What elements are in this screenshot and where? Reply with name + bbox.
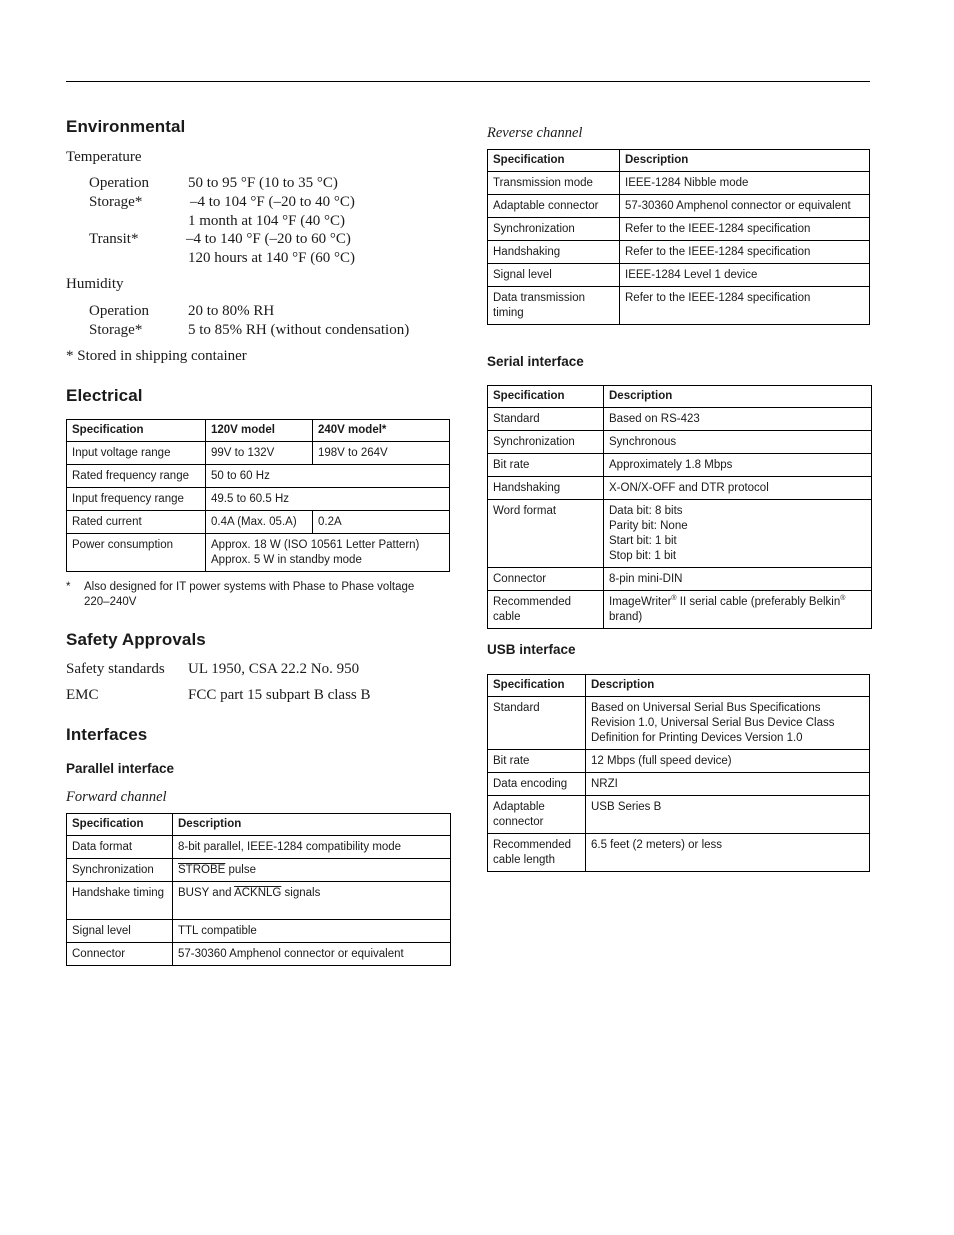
temp-row-label: Transit* (89, 231, 139, 247)
table-row (488, 591, 872, 629)
table-cell: Refer to the IEEE-1284 specification (620, 287, 870, 325)
table-cell: Input voltage range (67, 442, 206, 465)
table-cell: 0.2A (313, 511, 450, 534)
cell-line: Start bit: 1 bit (609, 535, 677, 547)
electrical-note-marker: * (66, 581, 71, 593)
table-header-row (488, 386, 872, 408)
table-row (67, 534, 450, 572)
table-cell: Synchronization (488, 431, 604, 454)
safety-row-label: EMC (66, 687, 99, 703)
temp-row-value: –4 to 104 °F (–20 to 40 °C) (190, 194, 355, 210)
table-cell (604, 500, 872, 568)
table-cell: 99V to 132V (206, 442, 313, 465)
table-cell: Signal level (67, 920, 173, 943)
temp-row-value: 50 to 95 °F (10 to 35 °C) (188, 175, 338, 191)
temp-row-value: 1 month at 104 °F (40 °C) (188, 213, 345, 229)
cell-line: Parity bit: None (609, 520, 688, 532)
column-header: Specification (67, 420, 206, 442)
temp-row-value: –4 to 140 °F (–20 to 60 °C) (186, 231, 351, 247)
temp-row-value: 120 hours at 140 °F (60 °C) (188, 250, 355, 266)
table-row (488, 568, 872, 591)
table-header-row (67, 420, 450, 442)
table-cell: 57-30360 Amphenol connector or equivalent (620, 195, 870, 218)
table-row (488, 796, 870, 834)
column-header: Specification (488, 150, 620, 172)
table-row (488, 773, 870, 796)
temperature-label: Temperature (66, 149, 142, 165)
table-row (488, 477, 872, 500)
column-header: 240V model* (313, 420, 450, 442)
table-row (488, 834, 870, 872)
table-header-row (488, 675, 870, 697)
cell-text: signals (281, 887, 321, 899)
table-cell: Connector (488, 568, 604, 591)
cell-text: ImageWriter (609, 596, 672, 608)
table-cell: Handshaking (488, 241, 620, 264)
cell-line: Stop bit: 1 bit (609, 550, 677, 562)
table-row (488, 241, 870, 264)
table-cell: Connector (67, 943, 173, 966)
table-cell: 0.4A (Max. 05.A) (206, 511, 313, 534)
table-row (67, 859, 451, 882)
table-cell: Refer to the IEEE-1284 specification (620, 241, 870, 264)
electrical-table (66, 419, 450, 572)
table-cell: TTL compatible (173, 920, 451, 943)
column-header: 120V model (206, 420, 313, 442)
table-row (488, 264, 870, 287)
table-row (67, 511, 450, 534)
table-cell: Data format (67, 836, 173, 859)
table-cell: Standard (488, 697, 586, 750)
usb-interface-table (487, 674, 870, 872)
table-row (67, 836, 451, 859)
table-cell (173, 859, 451, 882)
cell-text: II serial cable (preferably Belkin (676, 596, 841, 608)
table-cell: Data encoding (488, 773, 586, 796)
table-cell: 50 to 60 Hz (206, 465, 450, 488)
table-cell: Power consumption (67, 534, 206, 572)
humidity-row-label: Storage* (89, 322, 143, 338)
table-cell: Adaptable connector (488, 796, 586, 834)
table-cell: Data transmission timing (488, 287, 620, 325)
table-row (488, 195, 870, 218)
table-cell: Based on Universal Serial Bus Specifications Revision 1.0, Universal Serial Bus Device Class Definition for Printing Devices Version 1.0 (586, 697, 870, 750)
acknlg-signal: ACKNLG (234, 887, 282, 899)
table-cell: Recommended cable (488, 591, 604, 629)
cell-line: Approx. 5 W in standby mode (211, 554, 362, 566)
column-header: Description (620, 150, 870, 172)
safety-heading: Safety Approvals (66, 630, 206, 649)
table-row (488, 287, 870, 325)
column-header: Specification (488, 386, 604, 408)
cell-line: Approx. 18 W (ISO 10561 Letter Pattern) (211, 539, 420, 551)
table-header-row (488, 150, 870, 172)
temp-row-label: Storage* (89, 194, 143, 210)
table-cell: NRZI (586, 773, 870, 796)
humidity-row-label: Operation (89, 303, 149, 319)
safety-row-label: Safety standards (66, 661, 165, 677)
table-cell: Based on RS-423 (604, 408, 872, 431)
table-cell: Refer to the IEEE-1284 specification (620, 218, 870, 241)
table-cell: 49.5 to 60.5 Hz (206, 488, 450, 511)
table-cell: 198V to 264V (313, 442, 450, 465)
electrical-note: Also designed for IT power systems with Phase to Phase voltage 220–240V (84, 581, 415, 608)
table-cell: Handshake timing (67, 882, 173, 920)
table-cell: Standard (488, 408, 604, 431)
table-cell: Bit rate (488, 454, 604, 477)
table-row (67, 465, 450, 488)
table-cell: Transmission mode (488, 172, 620, 195)
table-cell: Adaptable connector (488, 195, 620, 218)
column-header: Description (586, 675, 870, 697)
table-cell: 57-30360 Amphenol connector or equivalent (173, 943, 451, 966)
cell-text: pulse (225, 864, 256, 876)
table-row (67, 882, 451, 920)
table-cell: 8-pin mini-DIN (604, 568, 872, 591)
table-cell (206, 534, 450, 572)
strobe-signal: STROBE (178, 864, 226, 876)
table-row (488, 172, 870, 195)
table-cell: 8-bit parallel, IEEE-1284 compatibility mode (173, 836, 451, 859)
humidity-row-value: 20 to 80% RH (188, 303, 275, 319)
table-header-row (67, 814, 451, 836)
table-cell: X-ON/X-OFF and DTR protocol (604, 477, 872, 500)
table-row (67, 442, 450, 465)
table-row (488, 454, 872, 477)
table-cell: Rated current (67, 511, 206, 534)
table-cell (604, 591, 872, 629)
table-cell: Recommended cable length (488, 834, 586, 872)
cell-text: brand) (609, 611, 643, 623)
reverse-channel-label: Reverse channel (487, 125, 583, 141)
table-cell: Bit rate (488, 750, 586, 773)
serial-interface-table (487, 385, 872, 629)
table-row (67, 920, 451, 943)
table-cell: USB Series B (586, 796, 870, 834)
humidity-row-value: 5 to 85% RH (without condensation) (188, 322, 410, 338)
table-row (488, 750, 870, 773)
humidity-label: Humidity (66, 276, 124, 292)
table-cell: Approximately 1.8 Mbps (604, 454, 872, 477)
table-row (488, 431, 872, 454)
table-cell: Synchronization (488, 218, 620, 241)
cell-line: Data bit: 8 bits (609, 505, 683, 517)
parallel-interface-heading: Parallel interface (66, 761, 175, 776)
table-cell: 12 Mbps (full speed device) (586, 750, 870, 773)
table-row (488, 218, 870, 241)
table-cell: Synchronization (67, 859, 173, 882)
reverse-channel-table (487, 149, 870, 325)
column-header: Specification (488, 675, 586, 697)
table-cell (173, 882, 451, 920)
registered-mark: ® (840, 595, 846, 603)
table-cell: IEEE-1284 Nibble mode (620, 172, 870, 195)
temp-row-label: Operation (89, 175, 149, 191)
table-cell: Handshaking (488, 477, 604, 500)
interfaces-heading: Interfaces (66, 725, 148, 744)
usb-interface-heading: USB interface (487, 642, 576, 657)
registered-mark: ® (671, 595, 677, 603)
cell-text: BUSY and (178, 887, 235, 899)
top-rule (66, 81, 870, 82)
table-row (488, 500, 872, 568)
table-cell: Signal level (488, 264, 620, 287)
forward-channel-label: Forward channel (66, 789, 167, 805)
environmental-footnote: * Stored in shipping container (66, 348, 247, 364)
table-cell: Rated frequency range (67, 465, 206, 488)
safety-row-value: FCC part 15 subpart B class B (188, 687, 371, 703)
safety-row-value: UL 1950, CSA 22.2 No. 950 (188, 661, 360, 677)
column-header: Specification (67, 814, 173, 836)
table-cell: Input frequency range (67, 488, 206, 511)
column-header: Description (604, 386, 872, 408)
serial-interface-heading: Serial interface (487, 354, 584, 369)
table-row (67, 488, 450, 511)
electrical-heading: Electrical (66, 386, 143, 405)
forward-channel-table (66, 813, 451, 966)
table-cell: Synchronous (604, 431, 872, 454)
table-row (488, 697, 870, 750)
table-cell: IEEE-1284 Level 1 device (620, 264, 870, 287)
table-row (488, 408, 872, 431)
table-cell: Word format (488, 500, 604, 568)
environmental-heading: Environmental (66, 117, 186, 136)
table-row (67, 943, 451, 966)
column-header: Description (173, 814, 451, 836)
table-cell: 6.5 feet (2 meters) or less (586, 834, 870, 872)
